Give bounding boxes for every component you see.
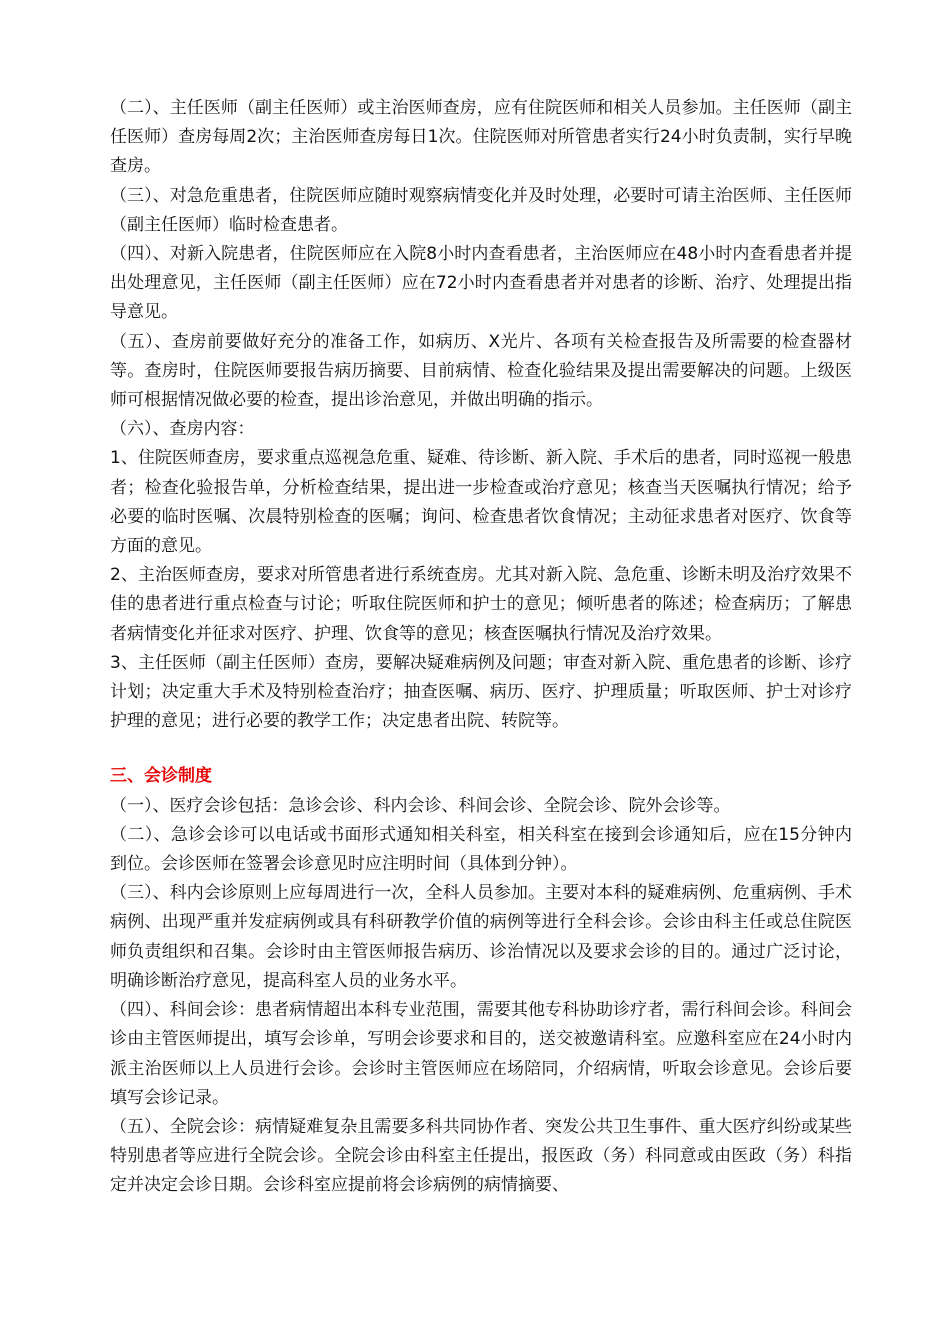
paragraph-consultation-1: （一）、医疗会诊包括：急诊会诊、科内会诊、科间会诊、全院会诊、院外会诊等。 <box>110 795 731 816</box>
document-body <box>110 94 852 1201</box>
paragraph-consultation-3: （三）、科内会诊原则上应每周进行一次，全科人员参加。主要对本科的疑难病例、危重病例、手术病例、出现严重并发症病例或具有科研教学价值的病例等进行全科会诊。会诊由科主任或总住院医师负责组织和召集。会诊时由主管医师报告病历、诊治情况以及要求会诊的目的。通过广泛讨论，明确诊断治疗意见，提高科室人员的业务水平。 <box>110 883 852 991</box>
paragraph-consultation-2: （二）、急诊会诊可以电话或书面形式通知相关科室，相关科室在接到会诊通知后，应在15分钟内到位。会诊医师在签署会诊意见时应注明时间（具体到分钟）。 <box>110 824 852 875</box>
paragraph-ward-round-6: （六）、查房内容： <box>110 419 255 440</box>
paragraph-ward-round-2: （二）、主任医师（副主任医师）或主治医师查房，应有住院医师和相关人员参加。主任医师（副主任医师）查房每周2次；主治医师查房每日1次。住院医师对所管患者实行24小时负责制，实行早晚查房。 <box>110 98 852 177</box>
paragraph-consultation-5: （五）、全院会诊：病情疑难复杂且需要多科共同协作者、突发公共卫生事件、重大医疗纠纷或某些特别患者等应进行全院会诊。全院会诊由科室主任提出，报医政（务）科同意或由医政（务）科指定并决定会诊日期。会诊科室应提前将会诊病例的病情摘要、 <box>110 1116 852 1196</box>
list-item-resident-rounds: 1、住院医师查房，要求重点巡视急危重、疑难、待诊断、新入院、手术后的患者，同时巡视一般患者；检查化验报告单，分析检查结果，提出进一步检查或治疗意见；核查当天医嘱执行情况；给予必要的临时医嘱、次晨特别检查的医嘱；询问、检查患者饮食情况；主动征求患者对医疗、饮食等方面的意见。 <box>110 448 852 557</box>
paragraph-ward-round-3: （三）、对急危重患者，住院医师应随时观察病情变化并及时处理，必要时可请主治医师、主任医师（副主任医师）临时检查患者。 <box>110 185 852 235</box>
section-heading-consultation: 三、会诊制度 <box>110 766 212 787</box>
list-item-chief-rounds: 3、主任医师（副主任医师）查房，要解决疑难病例及问题；审查对新入院、重危患者的诊断、诊疗计划；决定重大手术及特别检查治疗；抽查医嘱、病历、医疗、护理质量；听取医师、护士对诊疗护理的意见；进行必要的教学工作；决定患者出院、转院等。 <box>110 652 852 732</box>
paragraph-ward-round-4: （四）、对新入院患者，住院医师应在入院8小时内查看患者，主治医师应在48小时内查看患者并提出处理意见，主任医师（副主任医师）应在72小时内查看患者并对患者的诊断、治疗、处理提出指导意见。 <box>110 244 852 323</box>
list-item-attending-rounds: 2、主治医师查房，要求对所管患者进行系统查房。尤其对新入院、急危重、诊断未明及治疗效果不佳的患者进行重点检查与讨论；听取住院医师和护士的意见；倾听患者的陈述；检查病历；了解患者病情变化并征求对医疗、护理、饮食等的意见；核查医嘱执行情况及治疗效果。 <box>110 565 852 644</box>
paragraph-consultation-4: （四）、科间会诊：患者病情超出本科专业范围，需要其他专科协助诊疗者，需行科间会诊。科间会诊由主管医师提出，填写会诊单，写明会诊要求和目的，送交被邀请科室。应邀科室应在24小时内派主治医师以上人员进行会诊。会诊时主管医师应在场陪同，介绍病情，听取会诊意见。会诊后要填写会诊记录。 <box>110 1000 852 1108</box>
paragraph-ward-round-5: （五）、查房前要做好充分的准备工作，如病历、X光片、各项有关检查报告及所需要的检查器材等。查房时，住院医师要报告病历摘要、目前病情、检查化验结果及提出需要解决的问题。上级医师可根据情况做必要的检查，提出诊治意见，并做出明确的指示。 <box>110 331 852 411</box>
